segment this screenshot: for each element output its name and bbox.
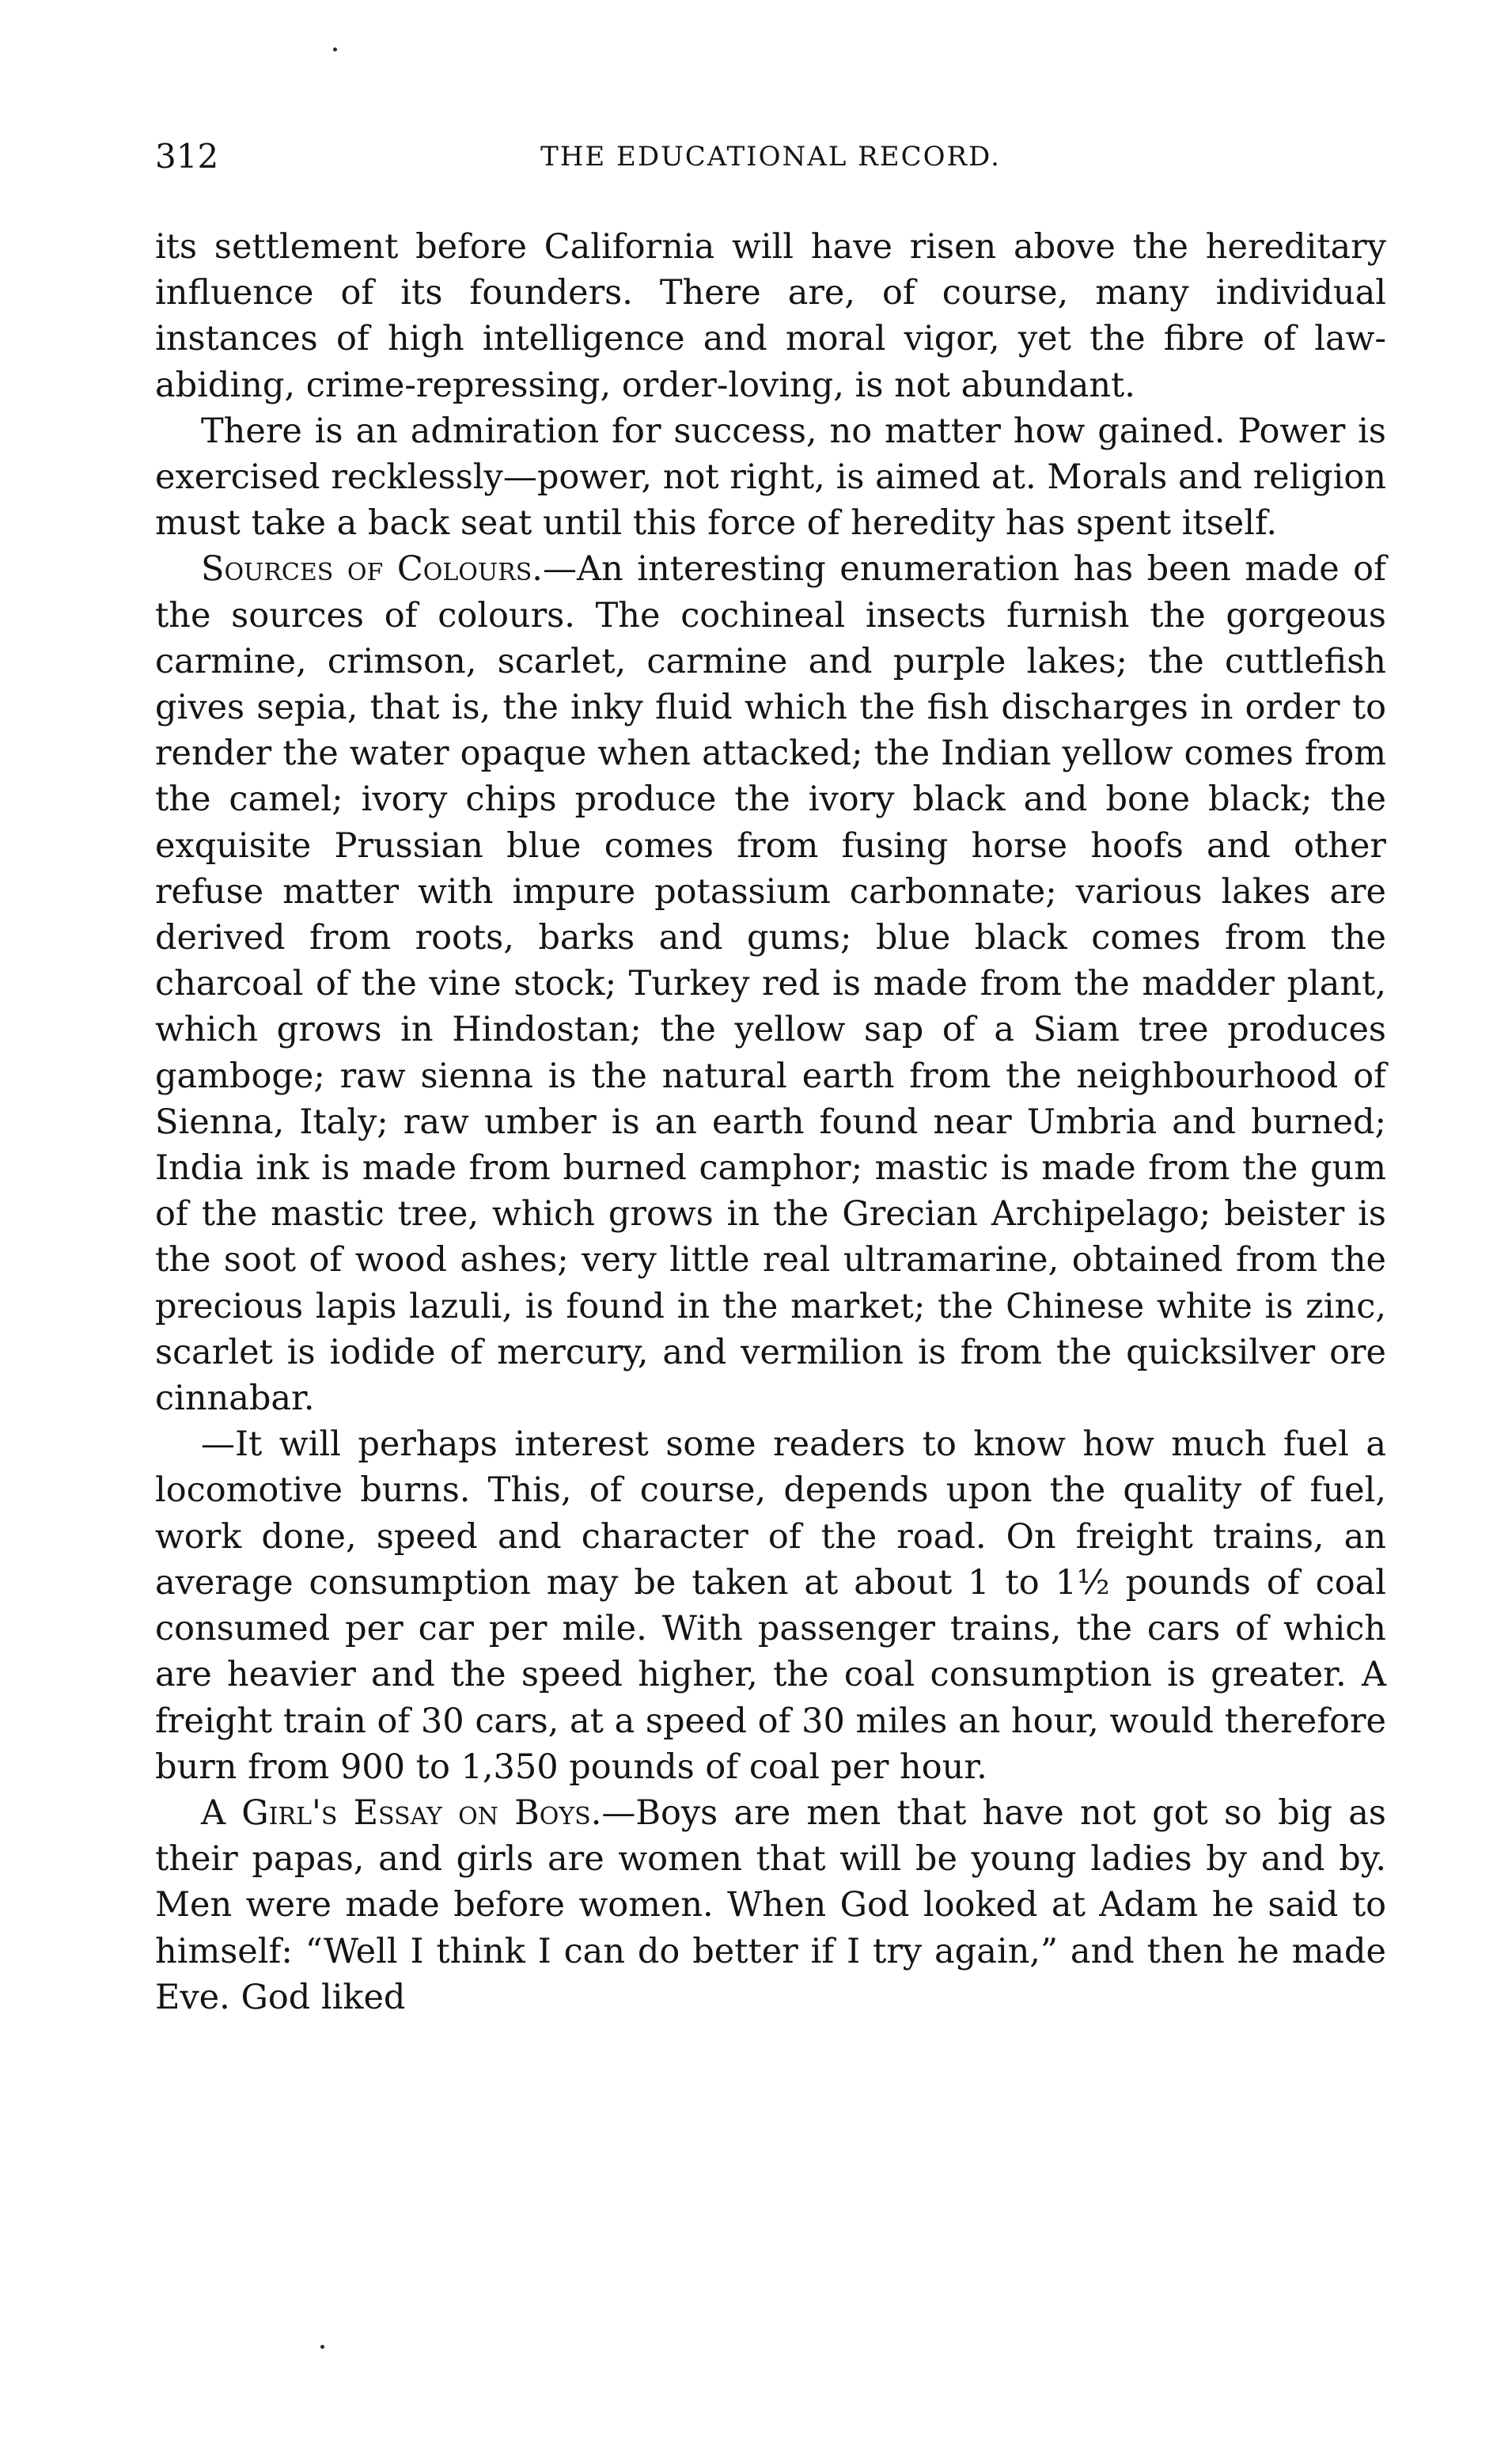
paragraph [155,546,1386,1421]
section-heading: A Girl's Essay on Boys. [201,1792,602,1833]
print-speck [320,2345,324,2349]
paragraph [155,408,1386,547]
paragraph-text: There is an admiration for success, no matter how gained. Power is exercised recklessly—power, not right, is aimed at. Morals and religion must take a back seat until this force of heredity has spent itself. [155,411,1386,544]
running-title: THE EDUCATIONAL RECORD. [540,141,1001,173]
body-text [155,224,1386,2020]
paragraph-text: —Boys are men that have not got so big as their papas, and girls are women that will be young ladies by and by. Men were made before women. When God looked at Adam he said to himself: “Well I think I can do better if I try again,” and then he made Eve. God liked [155,1792,1386,2017]
section-heading: Sources of Colours. [201,549,543,590]
page-header [155,133,1386,180]
paragraph-text: —An interesting enumeration has been made of the sources of colours. The cochineal insects furnish the gorgeous carmine, crimson, scarlet, carmine and purple lakes; the cuttlefish gives sepia, that is, the inky fluid which the fish discharges in order to render the water opaque when attacked; the Indian yellow comes from the camel; ivory chips produce the ivory black and bone black; the exquisite Prussian blue comes from fusing horse hoofs and other refuse matter with impure potassium carbonnate; various lakes are derived from roots, barks and gums; blue black comes from the charcoal of the vine stock; Turkey red is made from the madder plant, which grows in Hindostan; the yellow sap of a Siam tree produces gamboge; raw sienna is the natural earth from the neighbourhood of Sienna, Italy; raw umber is an earth found near Umbria and burned; India ink is made from burned camphor; mastic is made from the gum of the mastic tree, which grows in the Grecian Archipelago; beister is the soot of wood ashes; very little real ultramarine, obtained from the precious lapis lazuli, is found in the market; the Chinese white is zinc, scarlet is iodide of mercury, and vermilion is from the quicksilver ore cinnabar. [155,549,1386,1419]
print-speck [333,47,337,51]
paragraph-text: its settlement before California will have risen above the hereditary influence of its founders. There are, of course, many individual instances of high intelligence and moral vigor, yet the fibre of law-abiding, crime-repressing, order-loving, is not abundant. [155,227,1386,405]
page-number: 312 [155,137,219,176]
paragraph [155,1421,1386,1790]
paragraph-text: —It will perhaps interest some readers to know how much fuel a locomotive burns. This, of course, depends upon the quality of fuel, work done, speed and character of the road. On freight trains, an average consumption may be taken at about 1 to 1½ pounds of coal consumed per car per mile. With passenger trains, the cars of which are heavier and the speed higher, the coal consumption is greater. A freight train of 30 cars, at a speed of 30 miles an hour, would therefore burn from 900 to 1,350 pounds of coal per hour. [155,1424,1386,1787]
paragraph [155,224,1386,408]
paragraph [155,1790,1386,2020]
